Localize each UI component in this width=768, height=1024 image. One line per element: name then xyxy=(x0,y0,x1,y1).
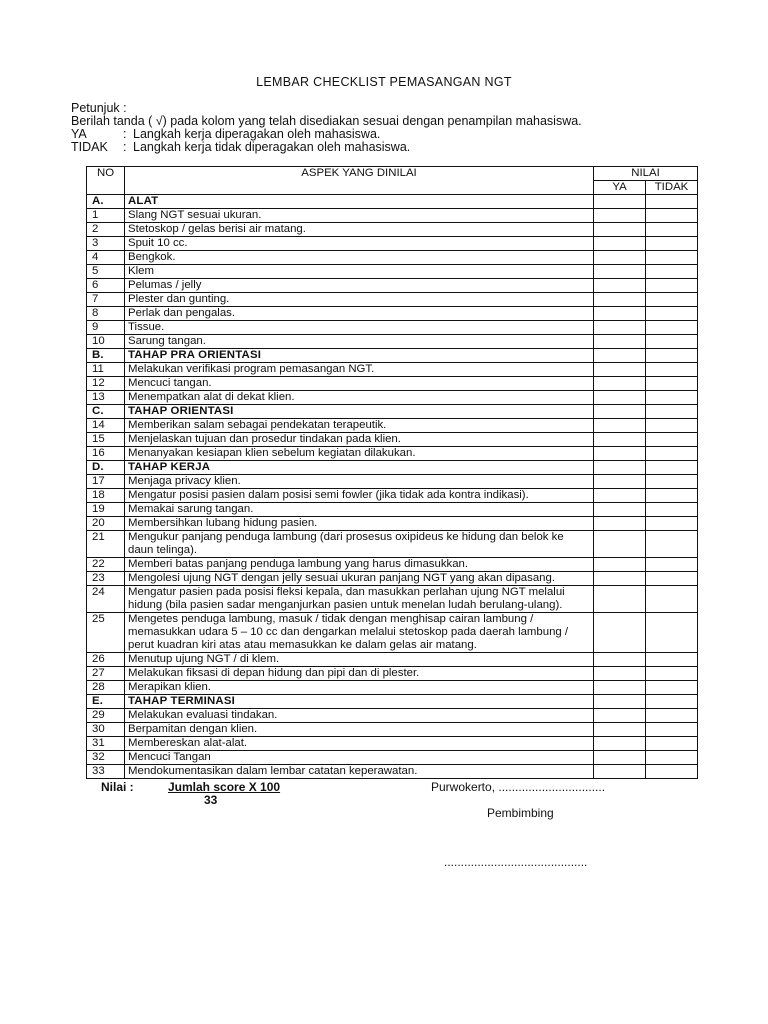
row-number: 10 xyxy=(87,335,125,349)
tidak-check-cell[interactable] xyxy=(646,321,698,335)
tidak-check-cell[interactable] xyxy=(646,335,698,349)
ya-check-cell[interactable] xyxy=(594,461,646,475)
aspect-text: Mencuci tangan. xyxy=(125,377,594,391)
aspect-text: Menanyakan kesiapan klien sebelum kegiatan dilakukan. xyxy=(125,447,594,461)
aspect-text: TAHAP ORIENTASI xyxy=(125,405,594,419)
table-row xyxy=(87,586,698,613)
aspect-text: Perlak dan pengalas. xyxy=(125,307,594,321)
table-row xyxy=(87,237,698,251)
ya-check-cell[interactable] xyxy=(594,321,646,335)
tidak-check-cell[interactable] xyxy=(646,251,698,265)
row-number: 6 xyxy=(87,279,125,293)
instructions xyxy=(71,102,582,154)
table-row xyxy=(87,667,698,681)
ya-check-cell[interactable] xyxy=(594,237,646,251)
table-row xyxy=(87,307,698,321)
ya-check-cell[interactable] xyxy=(594,419,646,433)
row-number: 8 xyxy=(87,307,125,321)
aspect-text: Plester dan gunting. xyxy=(125,293,594,307)
table-row xyxy=(87,391,698,405)
row-number: 30 xyxy=(87,723,125,737)
row-number: 32 xyxy=(87,751,125,765)
tidak-check-cell[interactable] xyxy=(646,723,698,737)
table-row xyxy=(87,723,698,737)
aspect-text: Memakai sarung tangan. xyxy=(125,503,594,517)
header-no: NO xyxy=(87,167,125,195)
legend-key: TIDAK xyxy=(71,140,108,154)
table-row xyxy=(87,558,698,572)
tidak-check-cell[interactable] xyxy=(646,349,698,363)
row-number: 14 xyxy=(87,419,125,433)
tidak-check-cell[interactable] xyxy=(646,531,698,558)
table-row xyxy=(87,681,698,695)
row-number: C. xyxy=(87,405,125,419)
tidak-check-cell[interactable] xyxy=(646,517,698,531)
ya-check-cell[interactable] xyxy=(594,251,646,265)
ya-check-cell[interactable] xyxy=(594,447,646,461)
supervisor-label: Pembimbing xyxy=(487,806,554,820)
table-row xyxy=(87,709,698,723)
score-divisor: 33 xyxy=(204,793,218,807)
row-number: E. xyxy=(87,695,125,709)
ya-check-cell[interactable] xyxy=(594,349,646,363)
ya-check-cell[interactable] xyxy=(594,681,646,695)
row-number: 18 xyxy=(87,489,125,503)
table-row xyxy=(87,765,698,779)
table-row xyxy=(87,531,698,558)
aspect-text: Pelumas / jelly xyxy=(125,279,594,293)
ya-check-cell[interactable] xyxy=(594,737,646,751)
ya-check-cell[interactable] xyxy=(594,335,646,349)
section-row xyxy=(87,195,698,209)
ya-check-cell[interactable] xyxy=(594,723,646,737)
tidak-check-cell[interactable] xyxy=(646,667,698,681)
ya-check-cell[interactable] xyxy=(594,265,646,279)
tidak-check-cell[interactable] xyxy=(646,475,698,489)
table-row xyxy=(87,335,698,349)
tidak-check-cell[interactable] xyxy=(646,765,698,779)
row-number: 24 xyxy=(87,586,125,613)
ya-check-cell[interactable] xyxy=(594,503,646,517)
section-row xyxy=(87,405,698,419)
row-number: D. xyxy=(87,461,125,475)
tidak-check-cell[interactable] xyxy=(646,279,698,293)
signature-line: ........................................... xyxy=(444,855,588,869)
ya-check-cell[interactable] xyxy=(594,475,646,489)
aspect-text: Mengatur pasien pada posisi fleksi kepala, dan masukkan perlahan ujung NGT melalui hidung (bila pasien sadar menganjurkan pasien untuk menelan ludah berulang-ulang). xyxy=(125,586,594,613)
section-row xyxy=(87,349,698,363)
ya-check-cell[interactable] xyxy=(594,377,646,391)
row-number: A. xyxy=(87,195,125,209)
row-number: 13 xyxy=(87,391,125,405)
ya-check-cell[interactable] xyxy=(594,279,646,293)
tidak-check-cell[interactable] xyxy=(646,433,698,447)
tidak-check-cell[interactable] xyxy=(646,503,698,517)
aspect-text: Melakukan evaluasi tindakan. xyxy=(125,709,594,723)
ya-check-cell[interactable] xyxy=(594,653,646,667)
aspect-text: Memberi batas panjang penduga lambung yang harus dimasukkan. xyxy=(125,558,594,572)
tidak-check-cell[interactable] xyxy=(646,377,698,391)
table-row xyxy=(87,433,698,447)
row-number: 16 xyxy=(87,447,125,461)
aspect-text: Memberikan salam sebagai pendekatan terapeutik. xyxy=(125,419,594,433)
table-row xyxy=(87,293,698,307)
aspect-text: Sarung tangan. xyxy=(125,335,594,349)
tidak-check-cell[interactable] xyxy=(646,363,698,377)
tidak-check-cell[interactable] xyxy=(646,307,698,321)
tidak-check-cell[interactable] xyxy=(646,751,698,765)
row-number: 21 xyxy=(87,531,125,558)
aspect-text: Klem xyxy=(125,265,594,279)
table-row xyxy=(87,363,698,377)
aspect-text: Membereskan alat-alat. xyxy=(125,737,594,751)
aspect-text: TAHAP PRA ORIENTASI xyxy=(125,349,594,363)
table-row xyxy=(87,223,698,237)
row-number: 17 xyxy=(87,475,125,489)
table-row xyxy=(87,279,698,293)
aspect-text: Spuit 10 cc. xyxy=(125,237,594,251)
ya-check-cell[interactable] xyxy=(594,558,646,572)
table-row xyxy=(87,517,698,531)
checklist-table xyxy=(86,166,698,779)
tidak-check-cell[interactable] xyxy=(646,558,698,572)
aspect-text: Berpamitan dengan klien. xyxy=(125,723,594,737)
legend-colon: : xyxy=(123,127,127,141)
tidak-check-cell[interactable] xyxy=(646,391,698,405)
row-number: 26 xyxy=(87,653,125,667)
ya-check-cell[interactable] xyxy=(594,209,646,223)
row-number: 1 xyxy=(87,209,125,223)
ya-check-cell[interactable] xyxy=(594,489,646,503)
table-row xyxy=(87,209,698,223)
row-number: 25 xyxy=(87,613,125,653)
instructions-text: Berilah tanda ( √) pada kolom yang telah disediakan sesuai dengan penampilan mahasiswa. xyxy=(71,114,582,128)
aspect-text: Slang NGT sesuai ukuran. xyxy=(125,209,594,223)
header-nilai: NILAI xyxy=(594,167,698,181)
table-row xyxy=(87,653,698,667)
aspect-text: Tissue. xyxy=(125,321,594,335)
legend-tidak xyxy=(71,141,582,154)
legend-key: YA xyxy=(71,127,87,141)
document-title: LEMBAR CHECKLIST PEMASANGAN NGT xyxy=(256,75,512,89)
aspect-text: Menjaga privacy klien. xyxy=(125,475,594,489)
place-date: Purwokerto, ................................ xyxy=(431,780,606,794)
legend-desc: Langkah kerja diperagakan oleh mahasiswa. xyxy=(133,127,381,141)
row-number: 9 xyxy=(87,321,125,335)
nilai-label: Nilai : xyxy=(101,780,134,794)
table-row xyxy=(87,751,698,765)
table-row xyxy=(87,613,698,653)
section-row xyxy=(87,695,698,709)
aspect-text: Bengkok. xyxy=(125,251,594,265)
ya-check-cell[interactable] xyxy=(594,223,646,237)
aspect-text: ALAT xyxy=(125,195,594,209)
row-number: 7 xyxy=(87,293,125,307)
table-row xyxy=(87,447,698,461)
aspect-text: Melakukan verifikasi program pemasangan NGT. xyxy=(125,363,594,377)
score-formula: Jumlah score X 100 xyxy=(168,780,281,794)
tidak-check-cell[interactable] xyxy=(646,681,698,695)
row-number: 19 xyxy=(87,503,125,517)
row-number: 20 xyxy=(87,517,125,531)
ya-check-cell[interactable] xyxy=(594,531,646,558)
section-row xyxy=(87,461,698,475)
tidak-check-cell[interactable] xyxy=(646,572,698,586)
table-row xyxy=(87,475,698,489)
table-row xyxy=(87,251,698,265)
row-number: 4 xyxy=(87,251,125,265)
row-number: 27 xyxy=(87,667,125,681)
table-row xyxy=(87,489,698,503)
ya-check-cell[interactable] xyxy=(594,765,646,779)
aspect-text: Stetoskop / gelas berisi air matang. xyxy=(125,223,594,237)
row-number: 23 xyxy=(87,572,125,586)
tidak-check-cell[interactable] xyxy=(646,419,698,433)
header-ya: YA xyxy=(594,181,646,195)
tidak-check-cell[interactable] xyxy=(646,447,698,461)
tidak-check-cell[interactable] xyxy=(646,461,698,475)
tidak-check-cell[interactable] xyxy=(646,223,698,237)
row-number: 29 xyxy=(87,709,125,723)
aspect-text: Menempatkan alat di dekat klien. xyxy=(125,391,594,405)
ya-check-cell[interactable] xyxy=(594,391,646,405)
ya-check-cell[interactable] xyxy=(594,572,646,586)
row-number: 11 xyxy=(87,363,125,377)
tidak-check-cell[interactable] xyxy=(646,237,698,251)
tidak-check-cell[interactable] xyxy=(646,695,698,709)
row-number: 28 xyxy=(87,681,125,695)
ya-check-cell[interactable] xyxy=(594,695,646,709)
aspect-text: Mengukur panjang penduga lambung (dari prosesus oxipideus ke hidung dan belok ke daun telinga). xyxy=(125,531,594,558)
row-number: 5 xyxy=(87,265,125,279)
row-number: B. xyxy=(87,349,125,363)
table-row xyxy=(87,419,698,433)
row-number: 33 xyxy=(87,765,125,779)
tidak-check-cell[interactable] xyxy=(646,653,698,667)
aspect-text: Mencuci Tangan xyxy=(125,751,594,765)
aspect-text: Mengetes penduga lambung, masuk / tidak dengan menghisap cairan lambung / memasukkan udara 5 – 10 cc dan dengarkan melalui stetoskop pada daerah lambung / perut kuadran kiri atas atau memasukkan ke dalam gelas air matang. xyxy=(125,613,594,653)
table-row xyxy=(87,321,698,335)
legend-colon: : xyxy=(123,140,127,154)
aspect-text: Menutup ujung NGT / di klem. xyxy=(125,653,594,667)
tidak-check-cell[interactable] xyxy=(646,405,698,419)
ya-check-cell[interactable] xyxy=(594,293,646,307)
tidak-check-cell[interactable] xyxy=(646,613,698,653)
row-number: 3 xyxy=(87,237,125,251)
table-row xyxy=(87,503,698,517)
aspect-text: Mendokumentasikan dalam lembar catatan keperawatan. xyxy=(125,765,594,779)
row-number: 22 xyxy=(87,558,125,572)
ya-check-cell[interactable] xyxy=(594,363,646,377)
ya-check-cell[interactable] xyxy=(594,195,646,209)
ya-check-cell[interactable] xyxy=(594,307,646,321)
aspect-text: Mengatur posisi pasien dalam posisi semi fowler (jika tidak ada kontra indikasi). xyxy=(125,489,594,503)
row-number: 2 xyxy=(87,223,125,237)
ya-check-cell[interactable] xyxy=(594,751,646,765)
aspect-text: TAHAP KERJA xyxy=(125,461,594,475)
aspect-text: Mengolesi ujung NGT dengan jelly sesuai ukuran panjang NGT yang akan dipasang. xyxy=(125,572,594,586)
ya-check-cell[interactable] xyxy=(594,613,646,653)
tidak-check-cell[interactable] xyxy=(646,737,698,751)
ya-check-cell[interactable] xyxy=(594,667,646,681)
aspect-text: Membersihkan lubang hidung pasien. xyxy=(125,517,594,531)
checklist-body xyxy=(87,195,698,779)
tidak-check-cell[interactable] xyxy=(646,709,698,723)
tidak-check-cell[interactable] xyxy=(646,209,698,223)
ya-check-cell[interactable] xyxy=(594,405,646,419)
row-number: 31 xyxy=(87,737,125,751)
table-row xyxy=(87,737,698,751)
table-row xyxy=(87,572,698,586)
aspect-text: TAHAP TERMINASI xyxy=(125,695,594,709)
row-number: 15 xyxy=(87,433,125,447)
row-number: 12 xyxy=(87,377,125,391)
table-row xyxy=(87,265,698,279)
ya-check-cell[interactable] xyxy=(594,709,646,723)
tidak-check-cell[interactable] xyxy=(646,265,698,279)
aspect-text: Melakukan fiksasi di depan hidung dan pipi dan di plester. xyxy=(125,667,594,681)
header-aspek: ASPEK YANG DINILAI xyxy=(125,167,594,195)
tidak-check-cell[interactable] xyxy=(646,293,698,307)
tidak-check-cell[interactable] xyxy=(646,195,698,209)
ya-check-cell[interactable] xyxy=(594,517,646,531)
instructions-heading: Petunjuk : xyxy=(71,101,127,115)
aspect-text: Menjelaskan tujuan dan prosedur tindakan pada klien. xyxy=(125,433,594,447)
legend-desc: Langkah kerja tidak diperagakan oleh mahasiswa. xyxy=(133,140,411,154)
table-row xyxy=(87,377,698,391)
header-tidak: TIDAK xyxy=(646,181,698,195)
tidak-check-cell[interactable] xyxy=(646,489,698,503)
ya-check-cell[interactable] xyxy=(594,586,646,613)
ya-check-cell[interactable] xyxy=(594,433,646,447)
aspect-text: Merapikan klien. xyxy=(125,681,594,695)
tidak-check-cell[interactable] xyxy=(646,586,698,613)
